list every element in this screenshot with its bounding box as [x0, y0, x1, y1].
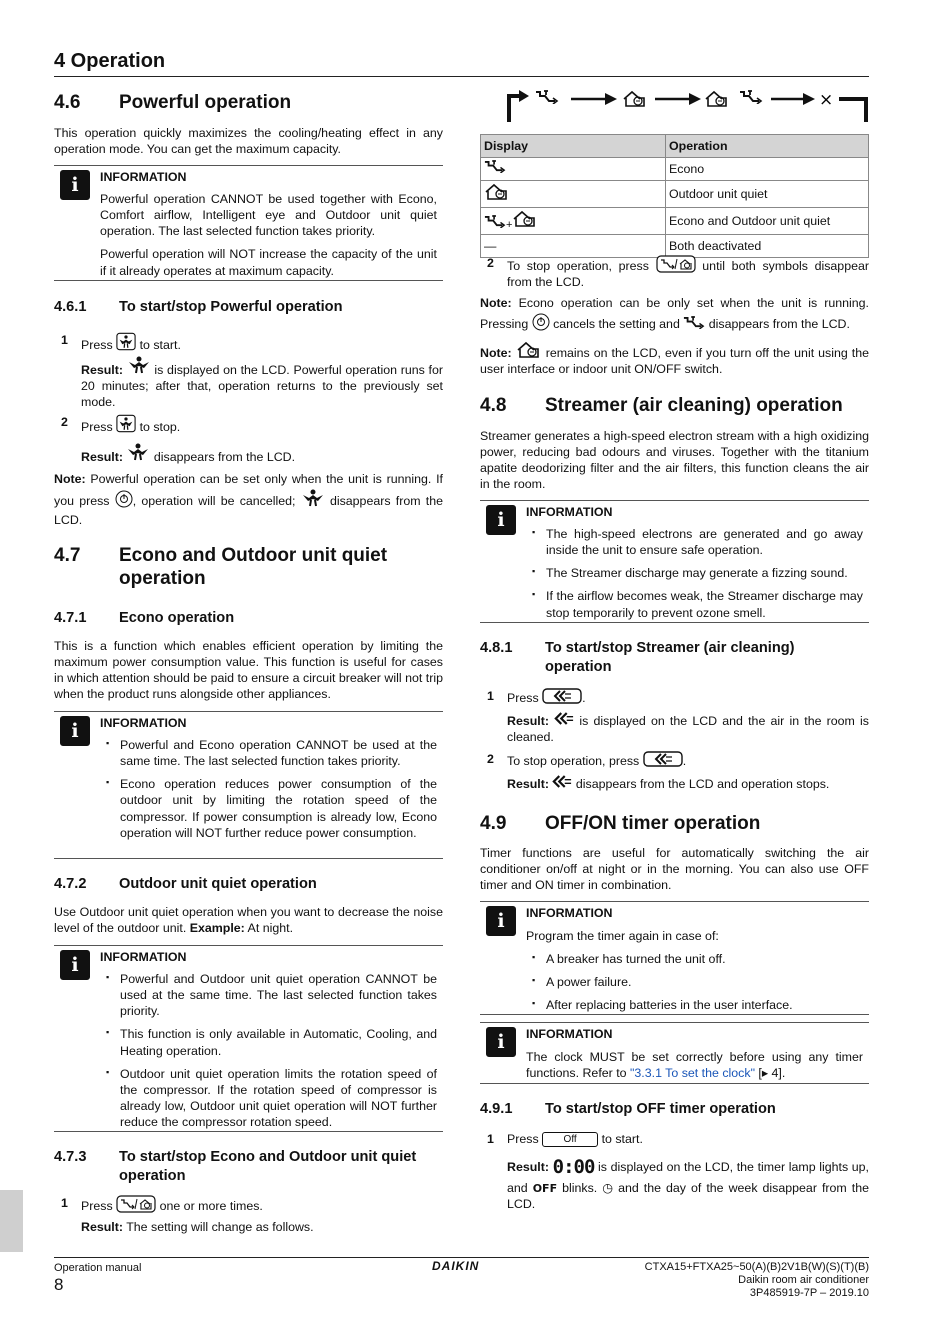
lcd-time-display: 0:00 — [552, 1156, 595, 1178]
table-row: Outdoor unit quiet — [481, 181, 869, 208]
section-4-9-1-heading: 4.9.1 To start/stop OFF timer operation — [480, 1101, 776, 1117]
step-2: 2 To stop operation, press until both symbols disappear from the LCD. — [487, 256, 870, 290]
list-item: ▪ Econo operation reduces power consumption of the outdoor unit by limiting the rotation speed of the compressor. If power consumption is already low, Econo operation will NOT further reduce power consumption. — [100, 776, 437, 841]
step-2: 2 To stop operation, press . — [487, 752, 687, 768]
section-4-7-heading: 4.7 Econo and Outdoor unit quiet operation — [54, 545, 388, 589]
table-row: Econo — [481, 158, 869, 181]
section-4-7-3-heading: 4.7.3 To start/stop Econo and Outdoor unit quiet operation — [54, 1149, 417, 1184]
section-4-9-heading: 4.9 OFF/ON timer operation — [480, 813, 761, 834]
side-tab — [0, 1190, 23, 1252]
powerful-button-icon[interactable] — [116, 414, 136, 433]
information-icon: i — [486, 505, 516, 535]
step-1: 1 Press . — [487, 689, 586, 705]
streamer-icon — [552, 775, 572, 788]
info-box-econo: i INFORMATION ▪ Powerful and Econo operation CANNOT be used at the same time. The last selected function takes priority. ▪ Econo operation reduces power consumption of the outdoor unit by limiting the rotation speed of the compressor. If power consumption is already low, Econo operation will NOT further reduce power consumption. — [54, 711, 443, 859]
section-4-6-intro: This operation quickly maximizes the cooling/heating effect in any operation mode. You can get the maximum capacity. — [54, 126, 443, 157]
information-icon: i — [486, 1027, 516, 1057]
econo-icon — [683, 316, 705, 329]
outdoor-quiet-icon — [516, 341, 542, 359]
on-off-icon — [115, 490, 133, 508]
powerful-button-icon[interactable] — [116, 332, 136, 351]
econo-icon — [484, 160, 506, 173]
off-button[interactable]: Off — [542, 1132, 598, 1147]
list-item: ▪ This function is only available in Automatic, Cooling, and Heating operation. — [100, 1026, 437, 1058]
page-number: 8 — [54, 1275, 64, 1294]
footer-rule — [54, 1257, 869, 1258]
chapter-title: 4 Operation — [54, 50, 166, 72]
powerful-icon — [126, 443, 150, 461]
list-item: ▪ A breaker has turned the unit off. — [526, 951, 863, 967]
streamer-button-icon[interactable] — [542, 688, 582, 704]
step-1-result: Result: 0:00 is displayed on the LCD, the timer lamp lights up, and OFF blinks. ◷ and the day of the week disappear from the LCD. — [507, 1156, 869, 1211]
information-icon: i — [486, 906, 516, 936]
list-item: ▪ A power failure. — [526, 974, 863, 990]
table-header-row: Display Operation — [481, 135, 869, 158]
info-box-timer: i INFORMATION Program the timer again in case of: ▪ A breaker has turned the unit off. ▪ A power failure. ▪ After replacing batteries in the user interface. — [480, 901, 869, 1015]
step-1: 1 Press to start. — [61, 333, 181, 352]
streamer-icon — [554, 712, 574, 725]
info-label: INFORMATION — [100, 170, 187, 184]
note-quiet: Note: remains on the LCD, even if you turn off the unit using the user interface or indoor unit ON/OFF switch. — [480, 341, 869, 377]
econo-icon — [484, 215, 506, 228]
list-item: ▪ If the airflow becomes weak, the Streamer discharge may stop temporarily to prevent ozone smell. — [526, 588, 863, 620]
section-4-6-heading: 4.6 Powerful operation — [54, 92, 292, 113]
section-4-9-intro: Timer functions are useful for automatically switching the air conditioner on/off at night or in the morning. You can also use OFF timer and ON timer in combination. — [480, 846, 869, 893]
info-box-clock: i INFORMATION The clock MUST be set correctly before using any timer functions. Refer to "3.3.1 To set the clock" [▸ 4]. — [480, 1022, 869, 1084]
setting-cycle-diagram — [505, 88, 870, 126]
on-off-icon — [532, 313, 550, 331]
list-item: ▪ Powerful and Outdoor unit quiet operation CANNOT be used at the same time. The last selected function takes priority. — [100, 971, 437, 1019]
streamer-button-icon[interactable] — [643, 751, 683, 767]
daikin-logo: DAIKIN — [432, 1259, 480, 1273]
section-4-7-2-intro: Use Outdoor unit quiet operation when you want to decrease the noise level of the outdoor unit. Example: At night. — [54, 905, 443, 936]
section-4-8-heading: 4.8 Streamer (air cleaning) operation — [480, 395, 843, 416]
econo-quiet-button-icon[interactable] — [116, 1195, 156, 1213]
information-icon: i — [60, 716, 90, 746]
list-item: ▪ Powerful and Econo operation CANNOT be used at the same time. The last selected function takes priority. — [100, 737, 437, 769]
list-item: ▪ After replacing batteries in the user interface. — [526, 997, 863, 1013]
step-2: 2 Press to stop. — [61, 415, 181, 434]
step-1-result: Result: The setting will change as follows. — [81, 1220, 314, 1234]
clock-icon: ◷ — [602, 1179, 614, 1195]
footer-doc-type: Operation manual — [54, 1262, 142, 1274]
information-icon: i — [60, 950, 90, 980]
section-4-6-1-heading: 4.6.1 To start/stop Powerful operation — [54, 299, 343, 315]
powerful-icon — [127, 356, 151, 374]
information-icon: i — [60, 170, 90, 200]
display-operation-table — [480, 134, 869, 258]
econo-quiet-button-icon[interactable] — [656, 255, 696, 273]
outdoor-quiet-icon — [512, 210, 538, 228]
cycle-end-mark: × — [819, 90, 834, 110]
table-row: + Econo and Outdoor unit quiet — [481, 208, 869, 235]
step-2-result: Result: disappears from the LCD. — [54, 443, 443, 467]
step-1: 1 Press one or more times. — [61, 1196, 263, 1213]
section-4-8-intro: Streamer generates a high-speed electron stream with a high oxidizing power, reducing bad odours and viruses. Together with the titanium apatite deodorizing filter and the air filters, this function cleans the air in the room. — [480, 429, 869, 492]
powerful-icon — [301, 489, 325, 507]
info-box-powerful — [54, 165, 443, 281]
outdoor-quiet-icon — [484, 183, 510, 201]
footer-model-info: CTXA15+FTXA25~50(A)(B)2V1B(W)(S)(T)(B) Daikin room air conditioner 3P485919-7P – 2019.10 — [644, 1261, 869, 1300]
set-clock-link[interactable]: "3.3.1 To set the clock" — [630, 1066, 755, 1081]
chapter-rule — [54, 76, 869, 77]
section-4-7-2-heading: 4.7.2 Outdoor unit quiet operation — [54, 876, 317, 892]
info-box-quiet: i INFORMATION ▪ Powerful and Outdoor unit quiet operation CANNOT be used at the same time. The last selected function takes priority. ▪ This function is only available in Automatic, Cooling, and Heating operation. ▪ Outdoor unit quiet operation limits the rotation speed of the compressor. If the rotation speed of compressor is already low, Outdoor unit quiet operation will NOT further reduce the compressor rotation speed. — [54, 945, 443, 1132]
note-powerful: Note: Powerful operation can be set only when the unit is running. If you press , operation will be cancelled; disappears from the LCD. — [54, 472, 443, 528]
info-body: Powerful operation CANNOT be used together with Econo, Comfort airflow, Intelligent eye and Outdoor unit quiet operation. The last selected function takes priority. Powerful operation will NOT increase the capacity of the unit if it already operates at maximum capacity. — [100, 192, 437, 278]
table-row: — Both deactivated — [481, 235, 869, 258]
list-item: ▪ The Streamer discharge may generate a fizzing sound. — [526, 565, 863, 581]
list-item: ▪ The high-speed electrons are generated and go away inside the unit to ensure safe operation. — [526, 526, 863, 558]
step-1-result: Result: is displayed on the LCD and the air in the room is cleaned. — [507, 714, 869, 745]
section-4-7-1-heading: 4.7.1 Econo operation — [54, 610, 235, 626]
section-4-8-1-heading: 4.8.1 To start/stop Streamer (air cleaning) operation — [480, 640, 795, 675]
section-4-7-1-intro: This is a function which enables efficient operation by limiting the maximum power consumption value. This function is useful for cases in which attention should be paid to ensure a circuit breaker will not trip when the product runs alongside other appliances. — [54, 639, 443, 702]
lcd-off-display: OFF — [532, 1181, 558, 1195]
list-item: ▪ Outdoor unit quiet operation limits the rotation speed of the compressor. If the rotation speed of compressor is already low, Outdoor unit quiet operation will NOT further reduce the compressor rotation speed. — [100, 1066, 437, 1131]
step-1-result: Result: is displayed on the LCD. Powerful operation runs for 20 minutes; after that, operation returns to the previously set mode. — [54, 356, 443, 408]
info-box-streamer: i INFORMATION ▪ The high-speed electrons are generated and go away inside the unit to ensure safe operation. ▪ The Streamer discharge may generate a fizzing sound. ▪ If the airflow becomes weak, the Streamer discharge may stop temporarily to prevent ozone smell. — [480, 500, 869, 623]
step-2-result: Result: disappears from the LCD and operation stops. — [507, 777, 830, 791]
note-econo: Note: Econo operation can be only set when the unit is running. Pressing cancels the setting and disappears from the LCD. — [480, 296, 869, 332]
step-1: 1 Press Off to start. — [487, 1132, 643, 1146]
